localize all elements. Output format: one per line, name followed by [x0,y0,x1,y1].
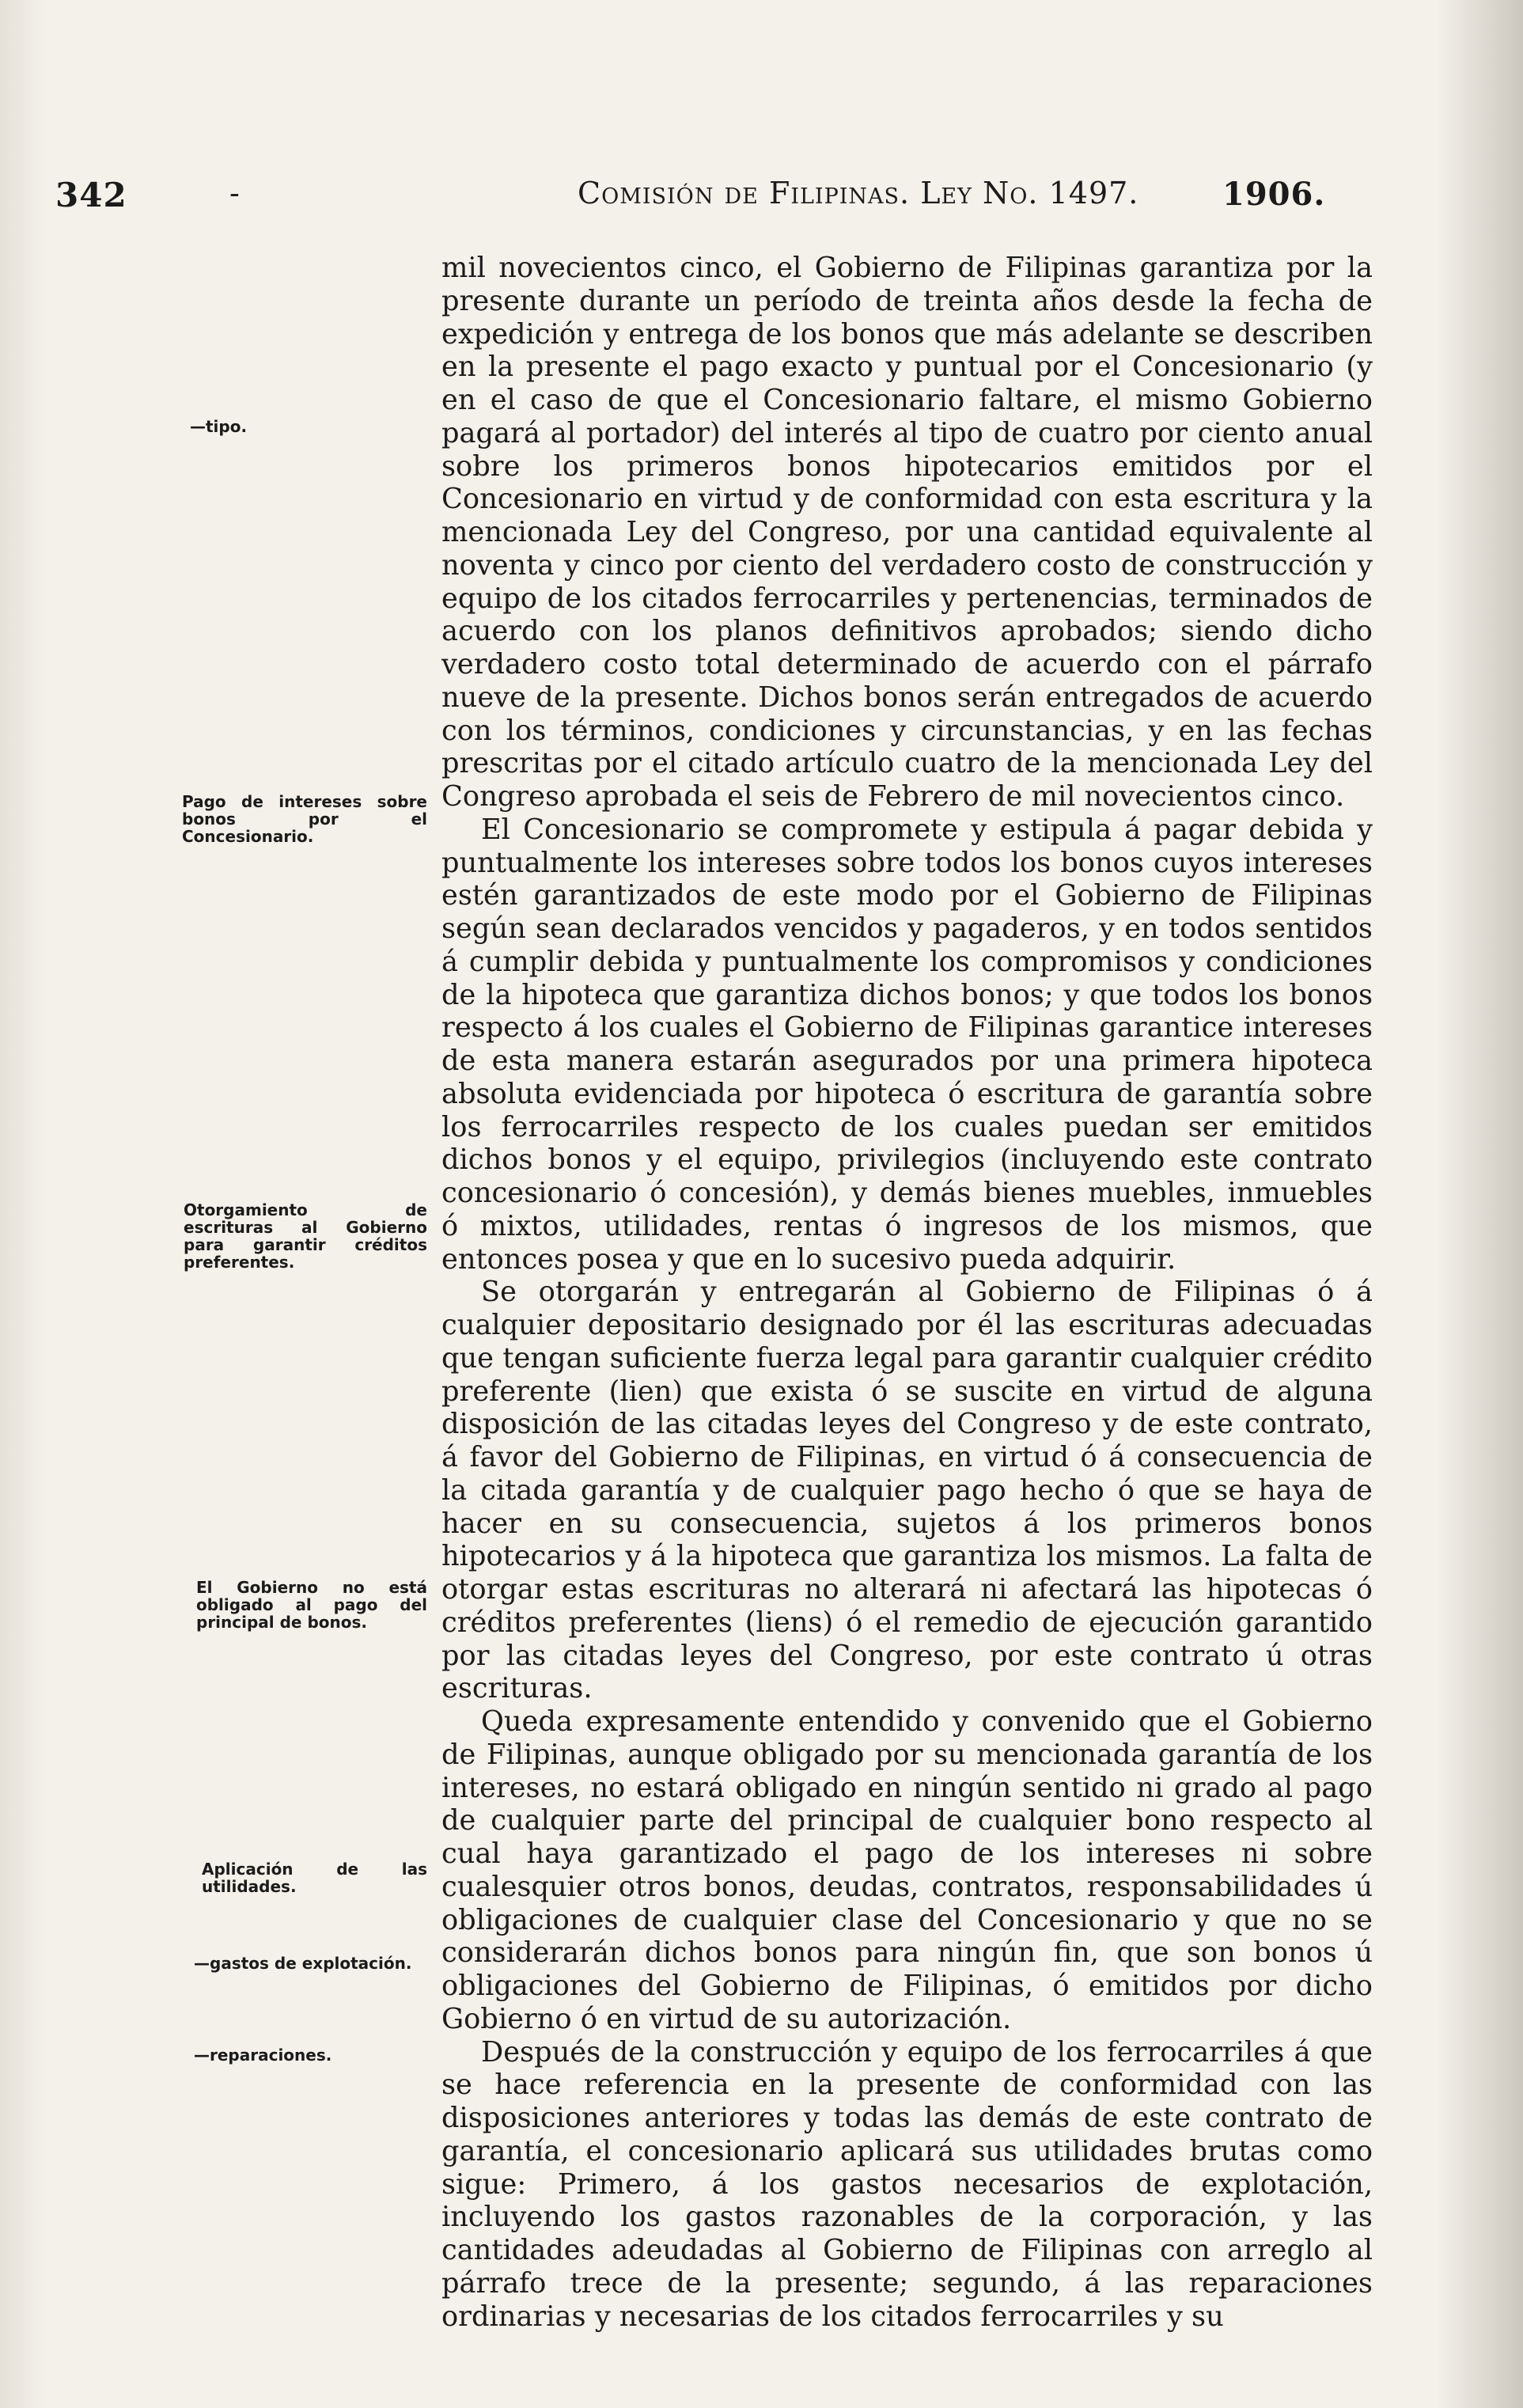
margin-note-gobierno-no-obligado: El Gobierno no está obligado al pago del principal de bonos. [196,1578,427,1632]
margin-note-gastos-explotacion: —gastos de explotación. [194,1954,412,1973]
margin-note-otorgamiento: Otorgamiento de escrituras al Gobierno para garantir créditos preferentes. [184,1200,427,1272]
page-left-shadow [0,0,47,2408]
paragraph-3: Se otorgarán y entregarán al Gobierno de Filipinas ó á cualquier depositario designado por él las escrituras adecuadas que tengan suficiente fuerza legal para garantir cualquier crédito preferente (lien) que exista ó se suscite en virtud de alguna disposición de las citadas leyes del Congreso y de este contrato, á favor del Gobierno de Filipinas, en virtud ó á consecuencia de la citada garantía y de cualquier pago hecho ó que se haya de hacer en su consecuencia, sujetos á los primeros bonos hipotecarios y á la hipoteca que garantiza los mismos. La falta de otorgar estas escrituras no alterará ni afectará las hipotecas ó créditos preferentes (liens) ó el remedio de ejecución garantido por las citadas leyes del Congreso, por este contrato ú otras escrituras. [441,1276,1373,1705]
margin-note-reparaciones: —reparaciones. [194,2046,332,2065]
margin-note-pago-intereses: Pago de intereses sobre bonos por el Concesionario. [182,792,427,846]
paragraph-5: Después de la construcción y equipo de los ferrocarriles á que se hace referencia en la presente de conformidad con las disposiciones anteriores y todas las demás de este contrato de garantía, el concesionario aplicará sus utilidades brutas como sigue: Primero, á los gastos necesarios de explotación, incluyendo los gastos razonables de la corporación, y las cantidades adeudadas al Gobierno de Filipinas con arreglo al párrafo trece de la presente; segundo, á las reparaciones ordinarias y necesarias de los citados ferrocarriles y su [441,2035,1373,2333]
body-text [441,252,1373,2333]
paragraph-4: Queda expresamente entendido y convenido que el Gobierno de Filipinas, aunque obligado por su mencionada garantía de los intereses, no estará obligado en ningún sentido ni grado al pago de cualquier parte del principal de cualquier bono respecto al cual haya garantizado el pago de los intereses ni sobre cualesquier otros bonos, deudas, contratos, responsabilidades ú obligaciones de cualquier clase del Concesionario y que no se considerarán dichos bonos para ningún fin, que son bonos ú obligaciones del Gobierno de Filipinas, ó emitidos por dicho Gobierno ó en virtud de su autorización. [441,1705,1373,2035]
paragraph-2: El Concesionario se compromete y estipula á pagar debida y puntualmente los intereses sobre todos los bonos cuyos intereses estén garantizados de este modo por el Gobierno de Filipinas según sean declarados vencidos y pagaderos, y en todos sentidos á cumplir debida y puntualmente los compromisos y condiciones de la hipoteca que garantiza dichos bonos; y que todos los bonos respecto á los cuales el Gobierno de Filipinas garantice intereses de esta manera estarán asegurados por una primera hipoteca absoluta evidenciada por hipoteca ó escritura de garantía sobre los ferrocarriles respecto de los cuales puedan ser emitidos dichos bonos y el equipo, privilegios (incluyendo este contrato concesionario ó concesión), y demás bienes muebles, inmuebles ó mixtos, utilidades, rentas ó ingresos de los mismos, que entonces posea y que en lo sucesivo pueda adquirir. [441,813,1373,1276]
paragraph-1: mil novecientos cinco, el Gobierno de Filipinas garantiza por la presente durante un período de treinta años desde la fecha de expedición y entrega de los bonos que más adelante se describen en la presente el pago exacto y puntual por el Concesionario (y en el caso de que el Concesionario faltare, el mismo Gobierno pagará al portador) del interés al tipo de cuatro por ciento anual sobre los primeros bonos hipotecarios emitidos por el Concesionario en virtud y de conformidad con esta escritura y la mencionada Ley del Congreso, por una cantidad equivalente al noventa y cinco por ciento del verdadero costo de construcción y equipo de los citados ferrocarriles y pertenencias, terminados de acuerdo con los planos definitivos aprobados; siendo dicho verdadero costo total determinado de acuerdo con el párrafo nueve de la presente. Dichos bonos serán entregados de acuerdo con los términos, condiciones y circunstancias, y en las fechas prescritas por el citado artículo cuatro de la mencionada Ley del Congreso aprobada el seis de Febrero de mil novecientos cinco. [441,252,1373,813]
margin-note-aplicacion-utilidades: Aplicación de las utilidades. [202,1860,427,1896]
page-number: 342 [55,176,127,214]
margin-note-tipo: —tipo. [190,417,248,436]
page-right-shadow [1436,0,1523,2408]
page-header [55,176,1341,223]
header-dash: - [229,176,241,210]
header-year: 1906. [1222,176,1326,213]
running-title: Comisión de Filipinas. Ley No. 1497. [578,176,1139,210]
